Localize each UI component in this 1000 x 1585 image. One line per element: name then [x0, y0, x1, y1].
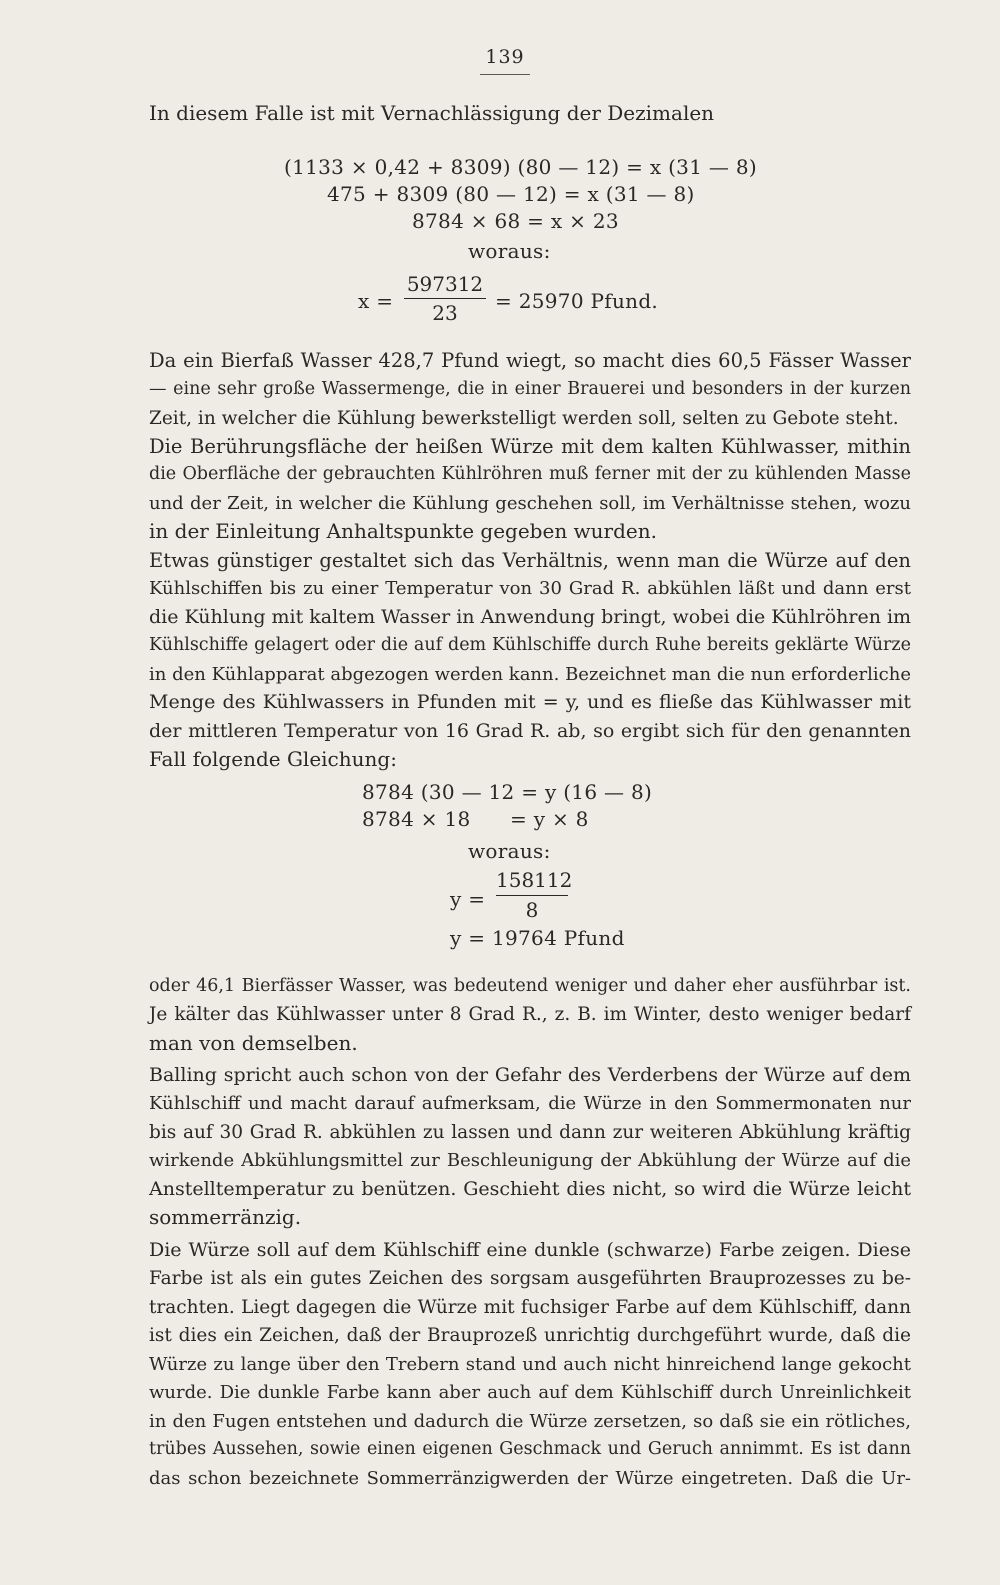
para3-line-1: Etwas günstiger gestaltet sich das Verhältnis, wenn man die Würze auf den [149, 549, 911, 572]
para3-line-3: die Kühlung mit kaltem Wasser in Anwendung bringt, wobei die Kühlröhren im [149, 606, 912, 628]
equation-2-line-1: 8784 (30 — 12 = y (16 — 8) [362, 780, 653, 804]
para6-line-6: wurde. Die dunkle Farbe kann aber auch auf dem Kühlschiff durch Unreinlichkeit [149, 1382, 911, 1403]
para2-line-4: in der Einleitung Anhaltspunkte gegeben wurden. [149, 519, 657, 543]
page-number: 139 [485, 46, 525, 68]
equation-2-fraction-bar [496, 895, 568, 896]
page-number-rule [480, 74, 530, 75]
equation-2-denominator: 8 [525, 898, 539, 922]
equation-1-line-2: 475 + 8309 (80 — 12) = x (31 — 8) [327, 182, 695, 206]
intro-line: In diesem Falle ist mit Vernachlässigung der Dezimalen [149, 101, 715, 125]
para6-line-5: Würze zu lange über den Trebern stand und auch nicht hinreichend lange gekocht [149, 1354, 911, 1375]
equation-1-numerator: 597312 [406, 272, 484, 296]
para5-line-4: wirkende Abkühlungsmittel zur Beschleunigung der Abkühlung der Würze auf die [149, 1150, 911, 1171]
para3-line-6: Menge des Kühlwassers in Pfunden mit = y, und es fließe das Kühlwasser mit [149, 691, 911, 713]
equation-2-line-2-right: = y × 8 [510, 807, 589, 831]
para6-line-2: Farbe ist als ein gutes Zeichen des sorgsam ausgeführten Brauprozesses zu be- [149, 1268, 911, 1289]
para6-line-4: ist dies ein Zeichen, daß der Brauprozeß unrichtig durchgeführt wurde, daß die [149, 1325, 911, 1346]
para3-line-4: Kühlschiffe gelagert oder die auf dem Kühlschiffe durch Ruhe bereits geklärte Würze [149, 635, 911, 655]
para4-line-1: oder 46,1 Bierfässer Wasser, was bedeutend weniger und daher eher ausführbar ist. [149, 976, 911, 996]
equation-1-denominator: 23 [432, 301, 458, 325]
para6-line-3: trachten. Liegt dagegen die Würze mit fuchsiger Farbe auf dem Kühlschiff, dann [149, 1297, 911, 1318]
para5-line-1: Balling spricht auch schon von der Gefahr des Verderbens der Würze auf dem [149, 1064, 911, 1086]
para4-line-2: Je kälter das Kühlwasser unter 8 Grad R., z. B. im Winter, desto weniger bedarf [149, 1004, 911, 1025]
para5-line-2: Kühlschiff und macht darauf aufmerksam, die Würze in den Sommermonaten nur [149, 1093, 911, 1114]
equation-1-x-rhs: = 25970 Pfund. [495, 289, 659, 313]
para3-line-7: der mittleren Temperatur von 16 Grad R. ab, so ergibt sich für den genannten [149, 720, 911, 742]
para6-line-9: das schon bezeichnete Sommerränzigwerden der Würze eingetreten. Daß die Ur- [149, 1468, 911, 1489]
para2-line-1: Die Berührungsfläche der heißen Würze mit dem kalten Kühlwasser, mithin [149, 435, 911, 458]
para1-line-3: Zeit, in welcher die Kühlung bewerkstelligt werden soll, selten zu Gebote steht. [149, 408, 899, 429]
equation-2-woraus: woraus: [468, 839, 551, 863]
para3-line-8: Fall folgende Gleichung: [149, 747, 397, 771]
equation-1-line-3: 8784 × 68 = x × 23 [412, 209, 619, 233]
para5-line-3: bis auf 30 Grad R. abkühlen zu lassen und dann zur weiteren Abkühlung kräftig [149, 1122, 911, 1143]
para2-line-2: die Oberfläche der gebrauchten Kühlröhren muß ferner mit der zu kühlenden Masse [149, 464, 911, 484]
equation-1-woraus: woraus: [468, 239, 551, 263]
para6-line-8: trübes Aussehen, sowie einen eigenen Geschmack und Geruch annimmt. Es ist dann [149, 1439, 911, 1459]
equation-2-numerator: 158112 [496, 868, 573, 892]
equation-2-line-2-left: 8784 × 18 [362, 807, 471, 831]
equation-2-result: y = 19764 Pfund [450, 926, 625, 950]
para5-line-6: sommerränzig. [149, 1205, 302, 1229]
para3-line-5: in den Kühlapparat abgezogen werden kann. Bezeichnet man die nun erforderliche [149, 664, 911, 685]
para6-line-7: in den Fugen entstehen und dadurch die Würze zersetzen, so daß sie ein rötliches, [149, 1411, 911, 1432]
para1-line-2: — eine sehr große Wassermenge, die in einer Brauerei und besonders in der kurzen [149, 379, 911, 399]
para2-line-3: und der Zeit, in welcher die Kühlung geschehen soll, im Verhältnisse stehen, wozu [149, 493, 911, 514]
para5-line-5: Anstelltemperatur zu benützen. Geschieht dies nicht, so wird die Würze leicht [149, 1178, 911, 1200]
para4-line-3: man von demselben. [149, 1031, 358, 1055]
para1-line-1: Da ein Bierfaß Wasser 428,7 Pfund wiegt, so macht dies 60,5 Fässer Wasser [149, 349, 911, 372]
para3-line-2: Kühlschiffen bis zu einer Temperatur von 30 Grad R. abkühlen läßt und dann erst [149, 578, 911, 599]
equation-1-line-1: (1133 × 0,42 + 8309) (80 — 12) = x (31 — 8) [284, 155, 757, 179]
para6-line-1: Die Würze soll auf dem Kühlschiff eine dunkle (schwarze) Farbe zeigen. Diese [149, 1239, 911, 1261]
equation-1-x-lhs: x = [358, 289, 394, 313]
equation-2-y-lhs: y = [450, 887, 486, 911]
equation-1-fraction-bar [404, 298, 486, 299]
